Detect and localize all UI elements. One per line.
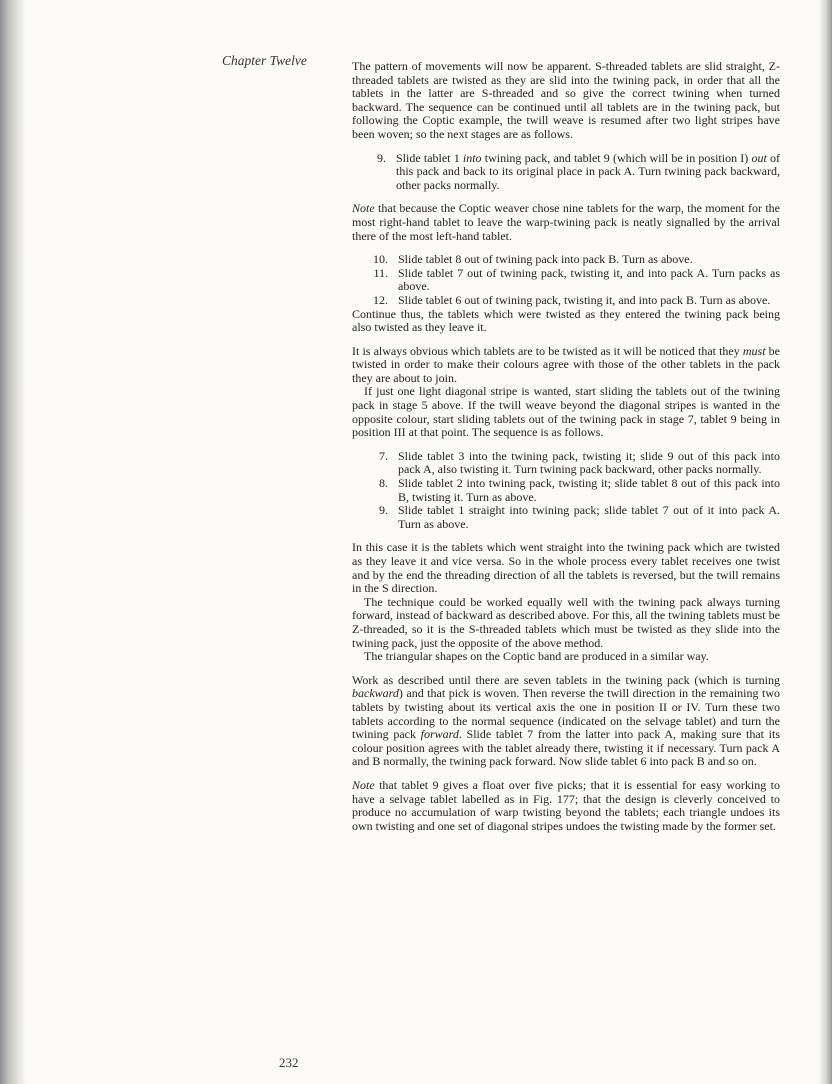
list-item	[366, 477, 780, 504]
paragraph-triangular: The triangular shapes on the Coptic band are produced in a similar way.	[364, 649, 709, 664]
page-body	[352, 60, 780, 833]
step-number: 9.	[379, 503, 388, 518]
continue-note: Continue thus, the tablets which were twisted as they entered the twining pack being also twisted as they leave it.	[352, 306, 780, 335]
step-text: Slide tablet 6 out of twining pack, twisting it, and into pack B. Turn as above.	[398, 292, 771, 307]
step-9-first	[360, 152, 780, 193]
list-item	[366, 450, 780, 477]
note-coptic: Note that because the Coptic weaver chose nine tablets for the warp, the moment for the most right-hand tablet to leave the warp-twining pack is neatly signalled by the arrival there of the most left-hand tablet.	[352, 201, 780, 243]
step-text: Slide tablet 2 into twining pack, twisting it; slide tablet 8 out of this pack into B, twisting it. Turn as above.	[398, 476, 780, 504]
list-item	[366, 294, 780, 308]
paragraph-diagonal-stripe: If just one light diagonal stripe is wanted, start sliding the tablets out of the twining pack in stage 5 above. If the twill weave beyond the diagonal stripes is wanted in the opposite colour, start sliding tablets out of the twining pack in stage 7, tablet 9 being in position III at that point. The sequence is as follows.	[352, 384, 780, 440]
step-number: 10.	[373, 252, 388, 267]
note-tablet-9: Note that tablet 9 gives a float over five picks; that it is essential for easy working to have a selvage tablet labelled as in Fig. 177; that the design is cleverly conceived to produce no accumulation of warp twisting beyond the tablets; each triangle undoes its own twisting and one set of diagonal stripes undoes the twisting made by the former set.	[352, 777, 780, 833]
book-spine-shadow	[0, 0, 26, 1084]
step-number: 8.	[379, 476, 388, 491]
step-text: Slide tablet 1 into twining pack, and tablet 9 (which will be in position I) out of this pack and back to its original place in pack A. Turn twining pack backward, other packs normally.	[396, 150, 780, 192]
step-number: 9.	[377, 150, 386, 165]
step-number: 11.	[373, 265, 388, 280]
step-text: Slide tablet 1 straight into twining pack; slide tablet 7 out of it into pack A. Turn as above.	[398, 503, 780, 531]
chapter-heading: Chapter Twelve	[222, 53, 307, 68]
step-number: 12.	[373, 292, 388, 307]
list-item	[366, 504, 780, 531]
step-text: Slide tablet 8 out of twining pack into pack B. Turn as above.	[398, 252, 693, 267]
step-text: Slide tablet 7 out of twining pack, twisting it, and into pack A. Turn packs as above.	[398, 265, 780, 294]
step-text: Slide tablet 3 into the twining pack, twisting it; slide 9 out of this pack into pack A, also twisting it. Turn twining pack backward, other packs normally.	[398, 448, 780, 477]
paragraph-obvious: It is always obvious which tablets are to be twisted as it will be noticed that they must be twisted in order to make their colours agree with those of the other tablets in the pack they are about to join.	[352, 343, 781, 385]
list-item	[366, 267, 780, 294]
paragraph-pattern: The pattern of movements will now be apparent. S-threaded tablets are slid straight, Z-threaded tablets are twisted as they are slid into the twining pack, in order that all the tablets in the latter are S-threaded and so give the correct twining when turned backward. The sequence can be continued until all tablets are in the twining pack, but following the Coptic example, the twill weave is resumed after two light stripes have been woven; so the next stages are as follows.	[352, 59, 780, 141]
work-instructions: Work as described until there are seven tablets in the twining pack (which is turning backward) and that pick is woven. Then reverse the twill direction in the remaining two tablets by twisting about its vertical axis the one in position II or IV. Turn these two tablets according to the normal sequence (indicated on the selvage tablet) and turn the twining pack forward. Slide tablet 7 from the latter into pack A, making sure that its colour position agrees with the tablet already there, twisting it if necessary. Turn pack A and B normally, the twining pack forward. Now slide tablet 6 into pack B and so on.	[352, 672, 780, 769]
paragraph-this-case: In this case it is the tablets which went straight into the twining pack which are twisted as they leave it and vice versa. So in the whole process every tablet receives one twist and by the end the threading direction of all the tablets is reversed, but the twill remains in the S direction.	[352, 540, 780, 596]
list-item	[366, 253, 780, 267]
page-number: 232	[279, 1055, 299, 1070]
step-number: 7.	[379, 448, 388, 463]
steps-list-b	[352, 450, 780, 532]
page-edge-shadow	[818, 0, 832, 1084]
steps-list-a	[352, 253, 780, 335]
paragraph-technique: The technique could be worked equally well with the twining pack always turning forward, instead of backward as described above. For this, all the twining tablets must be Z-threaded, so it is the S-threaded tablets which must be twisted as they slide into the twining pack, just the opposite of the above method.	[352, 594, 780, 650]
